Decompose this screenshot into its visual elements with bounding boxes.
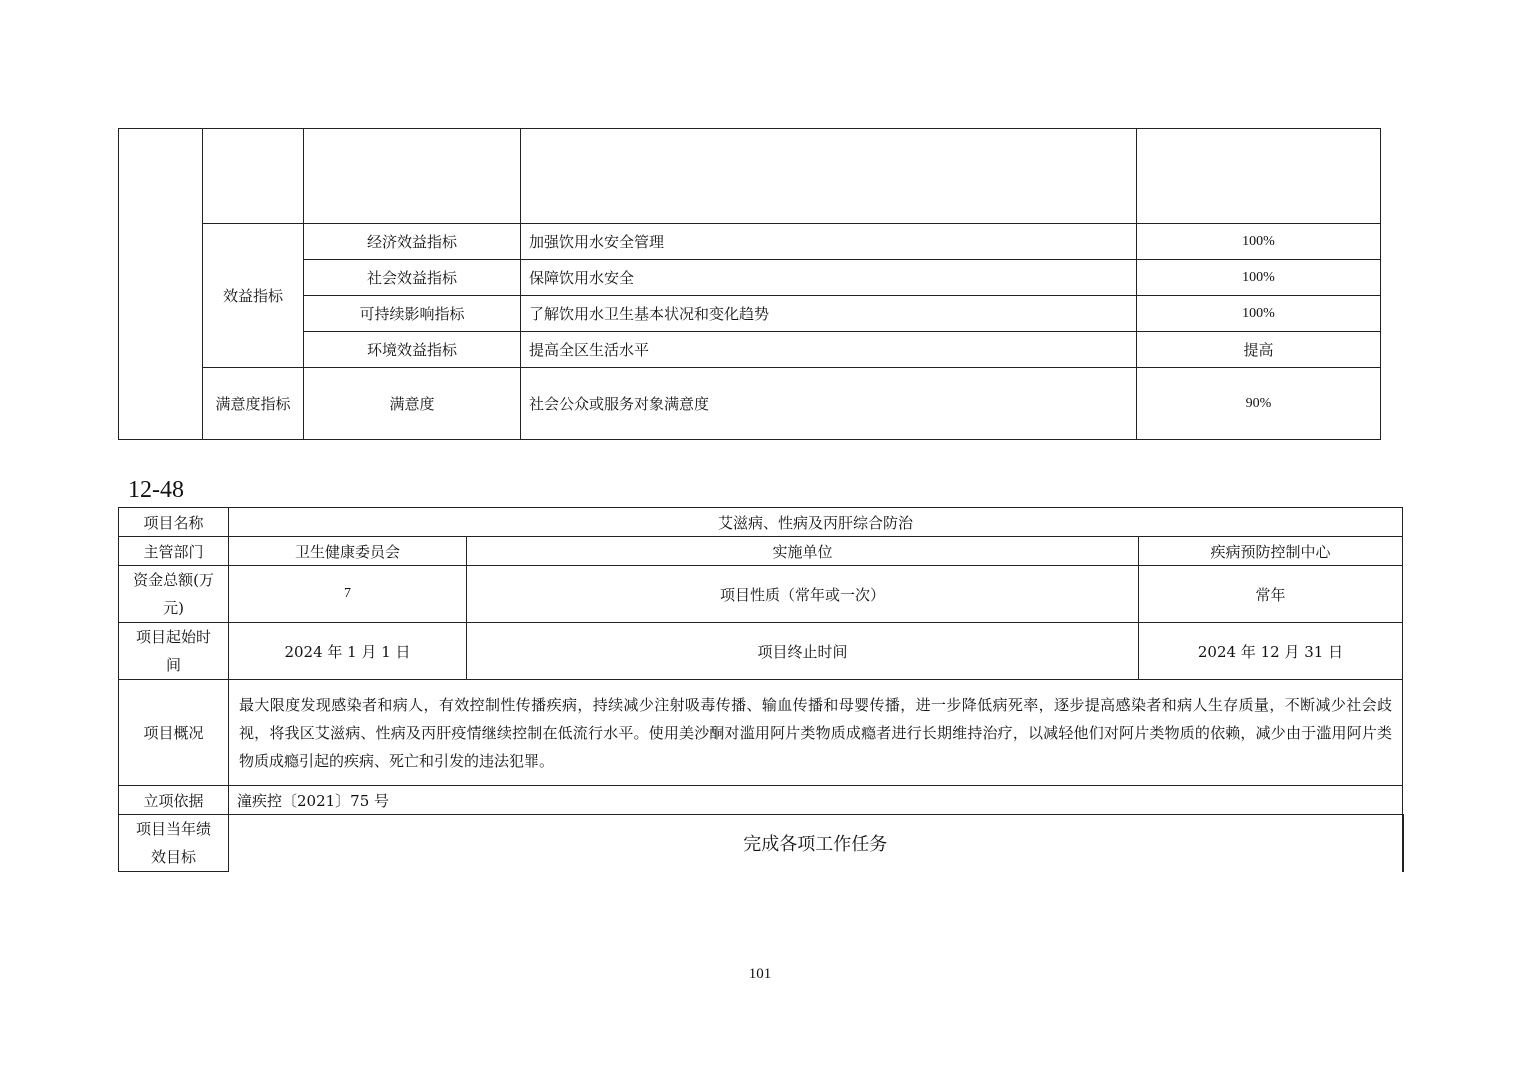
indicators-table xyxy=(118,128,1381,440)
indicator-desc-cell: 提高全区生活水平 xyxy=(521,332,1137,368)
project-name-label: 项目名称 xyxy=(119,508,229,537)
satisfaction-row xyxy=(119,368,1381,440)
fund-label: 资金总额(万 元) xyxy=(119,566,229,623)
goal-value: 完成各项工作任务 xyxy=(229,815,1403,872)
overview-label: 项目概况 xyxy=(119,680,229,786)
indicator-desc-cell: 了解饮用水卫生基本状况和变化趋势 xyxy=(521,296,1137,332)
end-label: 项目终止时间 xyxy=(467,623,1139,680)
impl-label: 实施单位 xyxy=(467,537,1139,566)
basis-value: 潼疾控〔2021〕75 号 xyxy=(229,786,1403,815)
indicator-value-cell: 提高 xyxy=(1137,332,1381,368)
project-name-value: 艾滋病、性病及丙肝综合防治 xyxy=(229,508,1403,537)
basis-label: 立项依据 xyxy=(119,786,229,815)
dept-row xyxy=(119,537,1403,566)
blank-row xyxy=(119,129,1381,224)
indicator-value-cell: 100% xyxy=(1137,296,1381,332)
benefit-group-cell: 效益指标 xyxy=(203,224,304,368)
end-value: 2024 年 12 月 31 日 xyxy=(1139,623,1403,680)
indicator-value-cell: 90% xyxy=(1137,368,1381,440)
dept-label: 主管部门 xyxy=(119,537,229,566)
overview-row xyxy=(119,680,1403,786)
project-name-row xyxy=(119,508,1403,537)
fund-row xyxy=(119,566,1403,623)
indicator-row xyxy=(119,224,1381,260)
dept-value: 卫生健康委员会 xyxy=(229,537,467,566)
indicator-row xyxy=(119,260,1381,296)
sub-indicator-cell: 环境效益指标 xyxy=(304,332,521,368)
overview-value: 最大限度发现感染者和病人，有效控制性传播疾病，持续减少注射吸毒传播、输血传播和母婴传播，进一步降低病死率，逐步提高感染者和病人生存质量，不断减少社会歧视，将我区艾滋病、性病及丙肝疫情继续控制在低流行水平。使用美沙酮对滥用阿片类物质成瘾者进行长期维持治疗，以减轻他们对阿片类物质的依赖，减少由于滥用阿片类物质成瘾引起的疾病、死亡和引发的违法犯罪。 xyxy=(229,680,1403,786)
fund-value: 7 xyxy=(229,566,467,623)
indicator-row xyxy=(119,332,1381,368)
indicator-desc-cell: 社会公众或服务对象满意度 xyxy=(521,368,1137,440)
nature-value: 常年 xyxy=(1139,566,1403,623)
period-row xyxy=(119,623,1403,680)
indicator-value-cell: 100% xyxy=(1137,224,1381,260)
goal-label: 项目当年绩 效目标 xyxy=(119,815,229,872)
satisfaction-group-cell: 满意度指标 xyxy=(203,368,304,440)
start-value: 2024 年 1 月 1 日 xyxy=(229,623,467,680)
impl-value: 疾病预防控制中心 xyxy=(1139,537,1403,566)
indicator-desc-cell: 保障饮用水安全 xyxy=(521,260,1137,296)
section-number: 12-48 xyxy=(128,477,184,503)
nature-label: 项目性质（常年或一次） xyxy=(467,566,1139,623)
sub-indicator-cell: 满意度 xyxy=(304,368,521,440)
start-label: 项目起始时 间 xyxy=(119,623,229,680)
indicator-desc-cell: 加强饮用水安全管理 xyxy=(521,224,1137,260)
indicator-value-cell: 100% xyxy=(1137,260,1381,296)
goal-row xyxy=(119,815,1403,872)
outer-category-cell xyxy=(119,129,203,440)
project-table xyxy=(118,507,1404,872)
sub-indicator-cell: 社会效益指标 xyxy=(304,260,521,296)
basis-row xyxy=(119,786,1403,815)
sub-indicator-cell: 可持续影响指标 xyxy=(304,296,521,332)
page-number: 101 xyxy=(748,966,772,982)
sub-indicator-cell: 经济效益指标 xyxy=(304,224,521,260)
indicator-row xyxy=(119,296,1381,332)
